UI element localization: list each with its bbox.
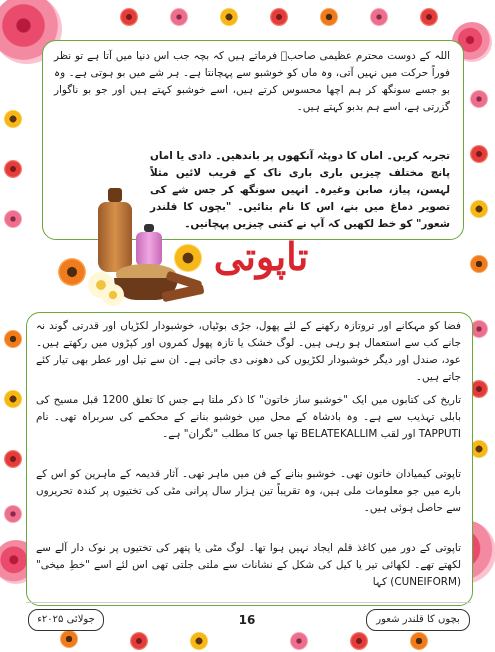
intro-paragraph: اللہ کے دوست محترم عظیمی صاحبؒ فرماتے ہیں کہ بچہ جب اس دنیا میں آتا ہے تو نظر فوراً حرکت میں نہیں آتی، وہ ماں کو خوشبو سے پہچانتا ہے۔ ہر شے میں بو ہوتی ہے۔ وہ بو جسے سونگھ کر ہم اچھا محسوس کرتے ہیں، اسے خوشبو کہتے ہیں اور جو بو ناگوار گزرتی ہے، اسے ہم بدبو کہتے ہیں۔ [54,50,450,113]
perfume-cap [144,224,154,232]
flower-decoration [4,450,22,468]
perfume-bottle [136,232,162,266]
flower-decoration [320,8,338,26]
perfume-illustration [58,188,208,310]
footer-divider [26,602,471,603]
flower-decoration [350,632,368,650]
flower-decoration [290,632,308,650]
flower-decoration [4,330,22,348]
flower-decoration [4,160,22,178]
body-paragraph: تاپوتی کے دور میں کاغذ قلم ایجاد نہیں ہوا تھا۔ لوگ مٹی یا پتھر کی تختیوں پر نوک دار آلے سے لکھتے تھے۔ لکھائی تیر یا کیل کی شکل کے نشانات سے ملتی جلتی تھی اس لئے اسے "خطِ میخی" (CUNEIFORM) کہا [36,542,461,588]
flower-decoration [130,632,148,650]
article-title: تاپوتی [213,234,309,279]
gerbera-flower [58,258,86,286]
flower-decoration [470,200,488,218]
flower-decoration [4,110,22,128]
bottle-cap [108,188,122,202]
flower-decoration [60,630,78,648]
flower-decoration [420,8,438,26]
magazine-name-badge: بچوں کا قلندر شعور [366,609,470,631]
flower-decoration [470,90,488,108]
oil-bottle [98,202,132,272]
flower-decoration [470,255,488,273]
flower-decoration [470,145,488,163]
flower-decoration [4,390,22,408]
flower-decoration [120,8,138,26]
page-number: 16 [238,613,256,627]
body-paragraph: فضا کو مہکانے اور تروتازہ رکھنے کے لئے پھول، جڑی بوٹیاں، خوشبودار لکڑیاں اور قدرتی گوند نہ جانے کب سے استعمال ہو رہی ہیں۔ لوگ خشک یا تازہ پھول کمروں اور کپڑوں میں رکھتے ہیں۔ عود، صندل اور دیگر خوشبودار لکڑیوں کی دھونی دی جاتی ہے۔ ان سے تیل اور عطر بھی تیار کئے جاتے ہیں۔ [36,320,461,383]
flower-decoration [220,8,238,26]
frangipani-flower [102,284,124,306]
flower-decoration [370,8,388,26]
experiment-paragraph: تجربہ کریں۔ اماں کا دوپٹہ آنکھوں پر باندھیں۔ دادی یا اماں پانچ مختلف چیزیں باری باری ناک کے قریب لائیں مثلاً لہسن، پیاز، صابن وغیرہ۔ انہیں سونگھ کر جس شے کی تصویر دماغ میں بنے، اس کا نام بتائیں۔ "بچوں کا قلندر شعور" کو خط لکھیں کہ آپ نے کتنی چیزیں پہچانیں۔ [150,150,450,230]
flower-decoration [270,8,288,26]
flower-decoration [4,210,22,228]
flower-decoration [190,632,208,650]
issue-date-badge: جولائی ۲۰۲۵ء [28,609,104,631]
body-paragraph: تاریخ کی کتابوں میں ایک "خوشبو ساز خاتون" کا ذکر ملتا ہے جس کا تعلق 1200 قبل مسیح کی بابلی تہذیب سے ہے۔ وہ بادشاہ کے محل میں خوشبو بنانے کے محکمے کی سربراہ تھی۔ نام TAPPUTI اور لقب BELATEKALLIM تھا جس کا مطلب "نگران" ہے۔ [36,394,461,440]
flower-decoration [170,8,188,26]
flower-decoration [4,505,22,523]
body-paragraph: تاپوتی کیمیادان خاتون تھی۔ خوشبو بنانے کے فن میں ماہر تھی۔ آثار قدیمہ کے ماہرین کو اس کے بارے میں جو معلومات ملی ہیں، وہ تقریباً تین ہزار سال پرانی مٹی کی تختیوں پر کندہ تحریروں سے حاصل ہوئی ہیں۔ [36,468,461,514]
flower-decoration [410,632,428,650]
